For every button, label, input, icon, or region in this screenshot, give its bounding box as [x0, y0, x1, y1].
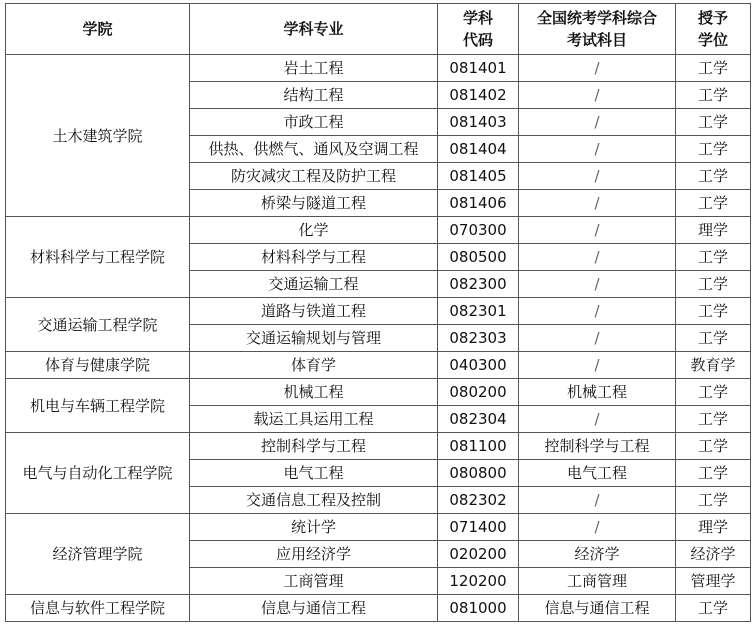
table-row: [6, 55, 751, 82]
table-row: [6, 352, 751, 379]
major-cell: 机械工程: [190, 379, 438, 406]
degree-cell: 工学: [676, 325, 751, 352]
major-cell: 供热、供燃气、通风及空调工程: [190, 136, 438, 163]
degree-cell: 工学: [676, 487, 751, 514]
degree-cell: 工学: [676, 460, 751, 487]
degree-cell: 经济学: [676, 541, 751, 568]
exam-cell: /: [519, 82, 676, 109]
degree-cell: 工学: [676, 55, 751, 82]
college-cell: 经济管理学院: [6, 514, 190, 595]
degree-cell: 教育学: [676, 352, 751, 379]
code-cell: 081000: [438, 595, 519, 622]
exam-cell: /: [519, 109, 676, 136]
degree-cell: 工学: [676, 406, 751, 433]
exam-cell: /: [519, 325, 676, 352]
major-cell: 载运工具运用工程: [190, 406, 438, 433]
header-row: [6, 4, 751, 55]
college-cell: 信息与软件工程学院: [6, 595, 190, 622]
degree-cell: 工学: [676, 190, 751, 217]
exam-cell: /: [519, 271, 676, 298]
degree-cell: 工学: [676, 244, 751, 271]
major-cell: 防灾减灾工程及防护工程: [190, 163, 438, 190]
major-cell: 市政工程: [190, 109, 438, 136]
major-cell: 工商管理: [190, 568, 438, 595]
code-cell: 082302: [438, 487, 519, 514]
header-exam: 全国统考学科综合 考试科目: [519, 4, 676, 55]
code-cell: 082301: [438, 298, 519, 325]
code-cell: 020200: [438, 541, 519, 568]
major-cell: 信息与通信工程: [190, 595, 438, 622]
exam-cell: 机械工程: [519, 379, 676, 406]
major-cell: 应用经济学: [190, 541, 438, 568]
exam-cell: /: [519, 244, 676, 271]
code-cell: 081403: [438, 109, 519, 136]
code-cell: 081405: [438, 163, 519, 190]
major-cell: 交通运输规划与管理: [190, 325, 438, 352]
major-cell: 控制科学与工程: [190, 433, 438, 460]
major-cell: 桥梁与隧道工程: [190, 190, 438, 217]
degree-cell: 工学: [676, 379, 751, 406]
table-row: [6, 217, 751, 244]
college-cell: 交通运输工程学院: [6, 298, 190, 352]
major-cell: 岩土工程: [190, 55, 438, 82]
exam-cell: /: [519, 190, 676, 217]
exam-cell: /: [519, 352, 676, 379]
code-cell: 081406: [438, 190, 519, 217]
degree-cell: 工学: [676, 433, 751, 460]
code-cell: 070300: [438, 217, 519, 244]
degree-cell: 工学: [676, 82, 751, 109]
degree-cell: 理学: [676, 514, 751, 541]
degree-cell: 工学: [676, 109, 751, 136]
exam-cell: /: [519, 298, 676, 325]
header-college: 学院: [6, 4, 190, 55]
exam-cell: /: [519, 487, 676, 514]
table-row: [6, 379, 751, 406]
degree-cell: 工学: [676, 595, 751, 622]
exam-cell: /: [519, 217, 676, 244]
code-cell: 081100: [438, 433, 519, 460]
code-cell: 071400: [438, 514, 519, 541]
major-cell: 材料科学与工程: [190, 244, 438, 271]
exam-cell: /: [519, 163, 676, 190]
code-cell: 082304: [438, 406, 519, 433]
code-cell: 082300: [438, 271, 519, 298]
exam-cell: /: [519, 406, 676, 433]
exam-cell: 经济学: [519, 541, 676, 568]
exam-cell: 信息与通信工程: [519, 595, 676, 622]
degree-cell: 工学: [676, 163, 751, 190]
major-cell: 体育学: [190, 352, 438, 379]
header-code: 学科 代码: [438, 4, 519, 55]
major-cell: 交通运输工程: [190, 271, 438, 298]
exam-cell: /: [519, 136, 676, 163]
major-cell: 统计学: [190, 514, 438, 541]
code-cell: 082303: [438, 325, 519, 352]
college-cell: 体育与健康学院: [6, 352, 190, 379]
code-cell: 080800: [438, 460, 519, 487]
table-row: [6, 514, 751, 541]
header-degree: 授予 学位: [676, 4, 751, 55]
college-cell: 土木建筑学院: [6, 55, 190, 217]
exam-cell: /: [519, 514, 676, 541]
college-cell: 材料科学与工程学院: [6, 217, 190, 298]
major-cell: 交通信息工程及控制: [190, 487, 438, 514]
table-row: [6, 433, 751, 460]
exam-cell: 电气工程: [519, 460, 676, 487]
code-cell: 081401: [438, 55, 519, 82]
degree-cell: 工学: [676, 136, 751, 163]
degree-cell: 工学: [676, 298, 751, 325]
degree-cell: 理学: [676, 217, 751, 244]
code-cell: 080200: [438, 379, 519, 406]
table-row: [6, 298, 751, 325]
table-row: [6, 595, 751, 622]
major-cell: 结构工程: [190, 82, 438, 109]
code-cell: 040300: [438, 352, 519, 379]
college-cell: 电气与自动化工程学院: [6, 433, 190, 514]
program-table: [5, 3, 751, 622]
code-cell: 081404: [438, 136, 519, 163]
code-cell: 081402: [438, 82, 519, 109]
degree-cell: 工学: [676, 271, 751, 298]
code-cell: 120200: [438, 568, 519, 595]
header-major: 学科专业: [190, 4, 438, 55]
exam-cell: 控制科学与工程: [519, 433, 676, 460]
major-cell: 化学: [190, 217, 438, 244]
code-cell: 080500: [438, 244, 519, 271]
major-cell: 电气工程: [190, 460, 438, 487]
exam-cell: /: [519, 55, 676, 82]
college-cell: 机电与车辆工程学院: [6, 379, 190, 433]
degree-cell: 管理学: [676, 568, 751, 595]
major-cell: 道路与铁道工程: [190, 298, 438, 325]
exam-cell: 工商管理: [519, 568, 676, 595]
